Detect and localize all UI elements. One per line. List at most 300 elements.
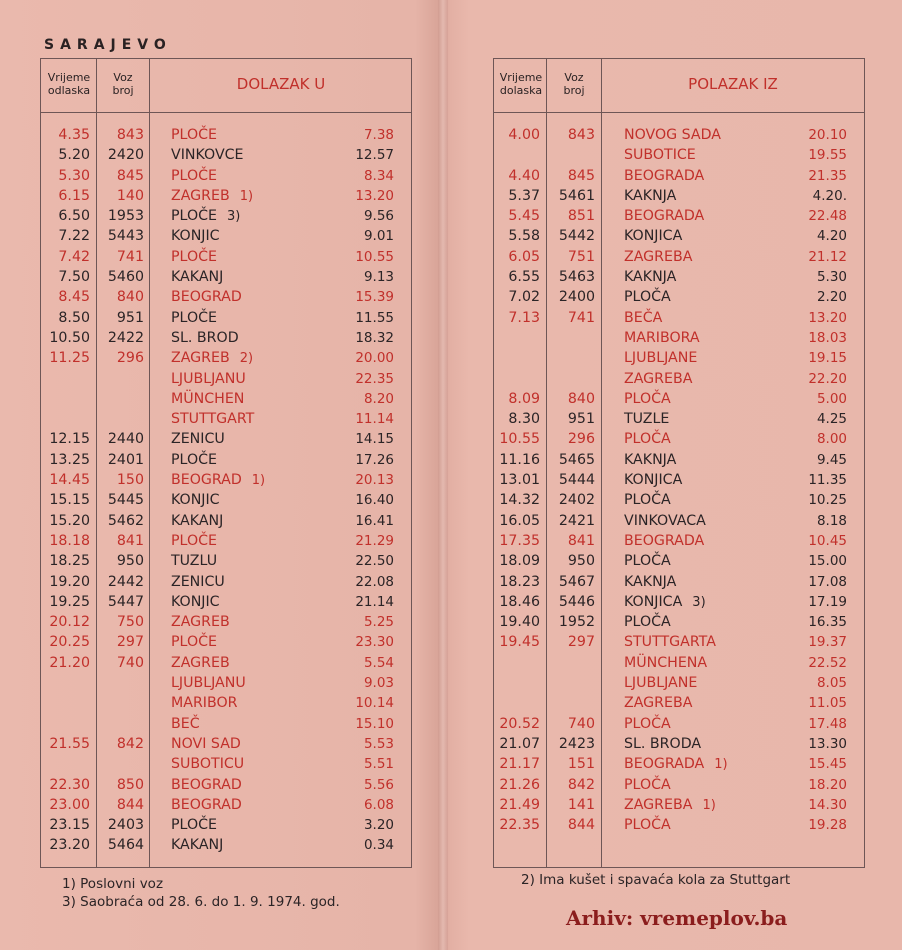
train-number: 5446 [558,593,595,610]
timetable-row [40,673,412,693]
station-time: 9.01 [363,228,394,245]
departure-time: 12.15 [49,431,90,448]
station-label: MÜNCHEN [171,390,245,407]
train-number: 5460 [107,269,144,286]
timetable-row [493,206,865,226]
train-number: 296 [567,431,595,448]
station-name [624,308,662,328]
timetable-row [40,815,412,835]
station-label: BEČ [171,715,200,732]
departure-time: 7.02 [508,289,540,306]
timetable-row [493,815,865,835]
station-name [171,450,217,470]
timetable-row [40,287,412,307]
station-time: 23.30 [355,634,394,651]
station-label: TUZLE [624,411,670,428]
train-number: 5465 [558,451,595,468]
station-name [171,186,253,207]
train-number: 5443 [107,228,144,245]
station-name [171,429,225,449]
station-name [171,287,242,307]
footnote-marker: 2) [239,351,254,367]
station-name [624,409,669,429]
departure-time: 8.45 [58,289,90,306]
train-number: 840 [116,289,144,306]
station-label: KONJICA [624,593,683,610]
station-label: ZAGREBA [624,370,693,387]
departure-time: 21.49 [499,796,540,813]
departure-time: 16.05 [499,512,540,529]
station-time: 10.55 [355,248,394,265]
station-name [624,145,696,165]
departure-time: 19.20 [49,573,90,590]
station-label: NOVI SAD [171,735,241,752]
station-time: 14.15 [355,431,394,448]
station-name [624,775,671,795]
station-label: PLOČE [171,451,217,468]
station-time: 16.41 [355,512,394,529]
train-number: 841 [116,532,144,549]
train-number: 842 [567,776,595,793]
departure-time: 17.35 [499,532,540,549]
station-label: ZAGREBA [624,248,693,265]
station-name [171,369,246,389]
station-label: KONJICA [624,472,683,489]
station-time: 14.30 [808,796,847,813]
station-time: 10.45 [808,532,847,549]
station-time: 17.26 [355,451,394,468]
station-name [171,775,242,795]
footnote-marker: 1) [702,797,716,813]
station-label: PLOČE [171,167,217,184]
station-label: LJUBLJANU [171,675,246,692]
departure-time: 7.13 [508,309,540,326]
station-name [624,328,700,348]
departure-time: 7.22 [58,228,90,245]
train-number: 845 [567,167,595,184]
timetable-row [40,166,412,186]
station-time: 11.35 [808,472,847,489]
station-time: 9.45 [816,451,847,468]
departure-time: 18.46 [499,593,540,610]
departure-time: 11.16 [499,451,540,468]
station-time: 10.25 [808,492,847,509]
timetable-row [493,653,865,673]
train-number: 950 [567,553,595,570]
station-time: 22.50 [355,553,394,570]
station-time: 7.38 [363,127,394,143]
departure-time: 19.25 [49,593,90,610]
departure-time: 4.35 [58,127,90,143]
timetable-row [40,592,412,612]
departure-time: 23.00 [49,796,90,813]
timetable-row [40,754,412,774]
station-label: PLOČE [171,127,217,143]
station-time: 16.35 [808,614,847,631]
station-time: 5.25 [363,614,394,631]
station-label: MARIBORA [624,329,700,346]
train-number: 5463 [558,269,595,286]
departure-time: 6.55 [508,269,540,286]
train-number: 5444 [558,472,595,489]
timetable-row [40,653,412,673]
station-label: STUTTGART [171,411,255,428]
station-time: 15.39 [355,289,394,306]
station-time: 21.12 [808,248,847,265]
timetable-row [493,429,865,449]
station-label: BEOGRAD [171,289,242,306]
header-train: Voz broj [563,71,585,97]
departure-time: 21.07 [499,735,540,752]
timetable-row [40,409,412,429]
station-time: 5.54 [363,654,394,671]
station-time: 22.52 [808,654,847,671]
header-time: Vrijeme odlaska [47,71,91,97]
station-time: 11.55 [355,309,394,326]
departure-time: 10.50 [49,329,90,346]
timetable-row [40,226,412,246]
station-time: 6.08 [363,796,394,813]
station-name [624,653,707,673]
station-label: SL. BROD [171,329,239,346]
timetable-row [493,166,865,186]
departure-time: 23.20 [49,837,90,854]
train-number: 2422 [107,329,144,346]
departure-time: 6.15 [58,187,90,204]
station-name [171,693,238,713]
station-time: 17.19 [808,593,847,610]
timetable-row [40,511,412,531]
departure-time: 21.55 [49,735,90,752]
departure-time: 5.37 [508,187,540,204]
station-time: 3.20 [363,817,394,834]
station-label: PLOČE [171,248,217,265]
station-time: 11.05 [808,695,847,712]
station-name [624,470,682,490]
departure-time: 15.20 [49,512,90,529]
departure-time: 23.15 [49,817,90,834]
station-name [624,166,704,186]
station-time: 20.10 [808,127,847,143]
station-label: VINKOVCE [171,147,244,164]
station-label: PLOČA [624,776,671,793]
train-number: 951 [116,309,144,326]
timetable-row [40,612,412,632]
timetable-row [40,247,412,267]
station-label: ZAGREB [171,654,230,671]
station-name [624,490,671,510]
station-label: PLOČE [171,817,217,834]
timetable-row [40,795,412,815]
station-label: KAKNJA [624,187,677,204]
train-number: 297 [116,634,144,651]
train-number: 750 [116,614,144,631]
station-time: 5.56 [363,776,394,793]
station-name [624,693,692,713]
station-name [624,531,704,551]
station-name [624,714,671,734]
arrivals-list [493,125,865,835]
train-number: 296 [116,350,144,367]
train-number: 951 [567,411,595,428]
train-number: 841 [567,532,595,549]
station-time: 13.30 [808,735,847,752]
timetable-row [493,531,865,551]
timetable-row [493,267,865,287]
train-number: 2440 [107,431,144,448]
station-label: BEOGRADA [624,532,705,549]
train-number: 141 [567,796,595,813]
station-label: ZENICU [171,431,225,448]
departures-panel [40,58,412,868]
station-label: BEOGRAD [171,796,242,813]
station-time: 8.00 [816,431,847,448]
station-time: 5.51 [363,756,394,773]
departure-time: 13.25 [49,451,90,468]
timetable-row [40,734,412,754]
station-time: 13.20 [355,187,394,204]
station-label: TUZLU [171,553,218,570]
station-time: 8.20 [363,390,394,407]
departure-time: 22.30 [49,776,90,793]
departure-time: 6.50 [58,208,90,225]
timetable-row [493,450,865,470]
station-name [624,551,671,571]
timetable-row [493,328,865,348]
timetable-row [493,247,865,267]
station-time: 11.14 [355,411,394,428]
arrivals-panel [493,58,865,868]
station-name [171,166,217,186]
station-time: 19.15 [808,350,847,367]
station-time: 21.35 [808,167,847,184]
timetable-row [40,531,412,551]
city-title: SARAJEVO [44,37,172,53]
station-name [624,632,716,652]
station-label: BEOGRADA [624,208,705,225]
station-name [171,389,244,409]
station-time: 4.25 [816,411,847,428]
timetable-row [40,551,412,571]
footnote-marker: 3) [227,209,241,225]
footnote-2: 2) Ima kušet i spavaća kola za Stuttgart [521,872,791,888]
station-name [624,267,676,287]
train-number: 843 [567,127,595,143]
station-time: 22.35 [355,370,394,387]
station-label: ZAGREBA [624,695,693,712]
departure-time: 14.32 [499,492,540,509]
departure-time: 4.00 [508,127,540,143]
timetable-row [493,287,865,307]
timetable-row [40,490,412,510]
station-time: 0.34 [363,837,394,854]
station-time: 9.03 [363,675,394,692]
timetable-row [493,369,865,389]
station-name [171,815,217,835]
departure-time: 21.17 [499,756,540,773]
station-name [624,369,692,389]
station-name [624,247,692,267]
station-name [624,511,706,531]
station-name [624,389,671,409]
station-time: 21.14 [355,593,394,610]
station-time: 18.03 [808,329,847,346]
timetable-row [40,775,412,795]
station-time: 19.28 [808,817,847,834]
station-time: 20.13 [355,472,394,489]
station-name [171,612,230,632]
departure-time: 5.20 [58,147,90,164]
station-label: LJUBLJANU [171,370,246,387]
station-label: KAKANJ [171,269,224,286]
train-number: 844 [116,796,144,813]
timetable-row [493,714,865,734]
departure-time: 6.05 [508,248,540,265]
timetable-row [493,470,865,490]
station-label: PLOČA [624,715,671,732]
departure-time: 5.58 [508,228,540,245]
station-time: 22.20 [808,370,847,387]
station-label: KONJICA [624,228,683,245]
departure-time: 5.45 [508,208,540,225]
departure-time: 4.40 [508,167,540,184]
center-fold [438,0,448,950]
station-name [171,409,254,429]
timetable-row [40,450,412,470]
timetable-row [40,470,412,490]
station-name [624,795,716,816]
train-number: 2442 [107,573,144,590]
station-time: 8.34 [363,167,394,184]
station-label: BEOGRAD [171,472,242,489]
station-name [624,592,706,613]
departure-time: 22.35 [499,817,540,834]
departure-time: 20.52 [499,715,540,732]
station-label: BEOGRAD [171,776,242,793]
station-name [171,226,220,246]
station-time: 5.53 [363,735,394,752]
station-time: 4.20. [812,187,847,204]
archive-watermark: Arhiv: vremeplov.ba [566,906,788,930]
train-number: 844 [567,817,595,834]
timetable-row [493,389,865,409]
departure-time: 10.55 [499,431,540,448]
station-label: SUBOTICE [624,147,696,164]
station-time: 9.13 [363,269,394,286]
timetable-row [493,754,865,774]
station-label: ZAGREB [171,350,230,367]
station-label: PLOČA [624,289,671,306]
timetable-row [40,186,412,206]
timetable-row [40,632,412,652]
train-number: 751 [567,248,595,265]
train-number: 5464 [107,837,144,854]
station-label: BEOGRADA [624,756,705,773]
timetable-row [40,429,412,449]
station-label: BEČA [624,309,663,326]
station-time: 18.32 [355,329,394,346]
station-name [624,572,676,592]
departure-time: 14.45 [49,472,90,489]
station-label: KAKANJ [171,837,224,854]
train-number: 2423 [558,735,595,752]
station-label: ZENICU [171,573,225,590]
train-number: 150 [116,472,144,489]
timetable-row [493,693,865,713]
station-label: PLOČA [624,553,671,570]
station-label: KAKANJ [171,512,224,529]
timetable-row [493,572,865,592]
station-label: VINKOVACA [624,512,706,529]
timetable-row [493,490,865,510]
station-time: 5.00 [816,390,847,407]
timetable-row [493,795,865,815]
train-number: 2400 [558,289,595,306]
footnotes-left [62,875,340,911]
station-time: 9.56 [363,208,394,225]
timetable-row [493,226,865,246]
station-time: 16.40 [355,492,394,509]
station-label: BEOGRADA [624,167,705,184]
timetable-row [493,551,865,571]
station-name [624,206,704,226]
station-label: KONJIC [171,593,220,610]
station-label: PLOČA [624,817,671,834]
departure-time: 8.09 [508,390,540,407]
departures-list [40,125,412,856]
station-name [624,612,671,632]
station-label: KONJIC [171,228,220,245]
station-label: PLOČA [624,390,671,407]
station-time: 13.20 [808,309,847,326]
timetable-row [493,186,865,206]
train-number: 5467 [558,573,595,590]
station-time: 19.37 [808,634,847,651]
train-number: 5442 [558,228,595,245]
departure-time: 8.30 [508,411,540,428]
station-label: PLOČE [171,208,217,225]
timetable-row [493,734,865,754]
train-number: 740 [567,715,595,732]
station-name [624,226,682,246]
train-number: 842 [116,735,144,752]
timetable-row [40,572,412,592]
station-time: 20.00 [355,350,394,367]
station-label: SUBOTICU [171,756,245,773]
station-name [624,754,728,775]
station-name [171,572,225,592]
station-name [171,470,265,491]
train-number: 2402 [558,492,595,509]
station-name [624,734,701,754]
station-label: STUTTGARTA [624,634,716,651]
train-number: 2403 [107,817,144,834]
train-number: 5462 [107,512,144,529]
timetable-row [40,125,412,145]
train-number: 840 [567,390,595,407]
station-label: ZAGREB [171,187,230,204]
header-train: Voz broj [112,71,134,97]
station-time: 8.18 [816,512,847,529]
train-number: 851 [567,208,595,225]
station-name [171,531,217,551]
station-name [171,592,220,612]
train-number: 845 [116,167,144,184]
departure-time: 20.12 [49,614,90,631]
station-label: PLOČE [171,634,217,651]
station-label: PLOČA [624,431,671,448]
station-name [171,795,242,815]
